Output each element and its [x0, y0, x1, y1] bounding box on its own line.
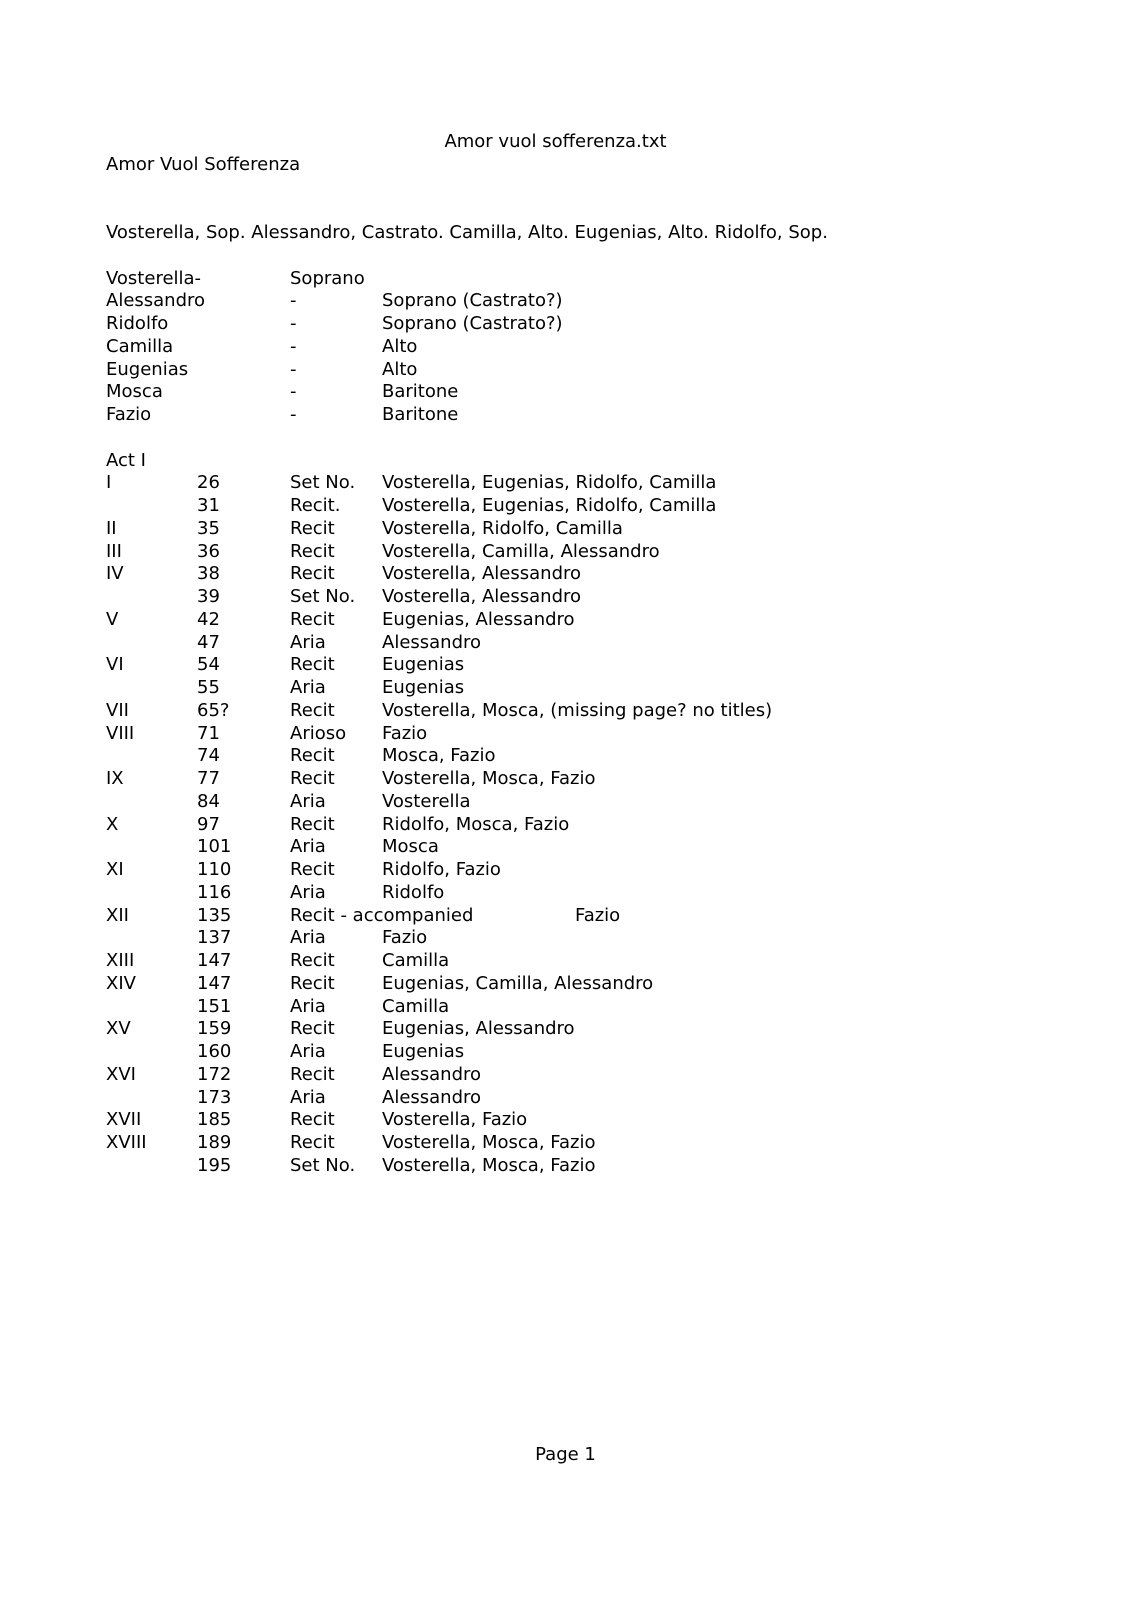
page-number: 135: [197, 904, 232, 926]
scene-number: VII: [106, 699, 129, 721]
piece-type: Aria: [290, 995, 326, 1017]
cast-row: [0, 290, 1131, 313]
scene-number: III: [106, 540, 122, 562]
scene-row: [0, 882, 1131, 905]
page-number: 74: [197, 745, 220, 767]
scene-row: [0, 745, 1131, 768]
cast-voice: Soprano (Castrato?): [382, 290, 563, 312]
page-number: 147: [197, 972, 232, 994]
scene-cast: Eugenias: [382, 1041, 465, 1062]
scene-row: [0, 1087, 1131, 1110]
page-number: 110: [197, 859, 232, 880]
scene-row: [0, 495, 1131, 518]
page-number: 35: [197, 517, 220, 539]
piece-type: Recit: [290, 1018, 335, 1040]
cast-name: Ridolfo: [106, 313, 169, 334]
piece-type: Aria: [290, 1086, 326, 1108]
cast-separator: -: [290, 381, 297, 403]
piece-type: Recit: [290, 768, 335, 789]
scene-cast: Camilla: [382, 950, 450, 971]
scene-row: [0, 768, 1131, 791]
piece-type: Set No.: [290, 472, 356, 494]
piece-type: Aria: [290, 1041, 326, 1062]
scene-number: I: [106, 472, 112, 494]
piece-type: Set No.: [290, 586, 356, 607]
work-title: Amor Vuol Sofferenza: [106, 153, 301, 175]
piece-type: Aria: [290, 927, 326, 949]
page-number: 54: [197, 654, 220, 676]
scene-row: [0, 791, 1131, 814]
scene-row: [0, 632, 1131, 655]
scene-row: [0, 563, 1131, 586]
piece-type: Recit.: [290, 495, 341, 516]
scene-cast: Vosterella, Ridolfo, Camilla: [382, 517, 623, 539]
cast-row: [0, 313, 1131, 336]
piece-type: Recit: [290, 699, 335, 721]
scene-cast: Eugenias: [382, 677, 465, 698]
page-number: 42: [197, 608, 220, 630]
page-number: 151: [197, 995, 232, 1017]
cast-name: Fazio: [106, 404, 152, 425]
scene-cast: Ridolfo: [382, 881, 445, 903]
scene-cast: Vosterella, Alessandro: [382, 563, 582, 585]
scene-row: [0, 814, 1131, 837]
scene-cast: Ridolfo, Mosca, Fazio: [382, 813, 570, 835]
scene-cast: Vosterella, Mosca, (missing page? no titles): [382, 699, 773, 721]
cast-voice: Alto: [382, 335, 418, 357]
page-number: 38: [197, 563, 220, 585]
scene-cast: Eugenias: [382, 654, 465, 676]
scene-row: [0, 1132, 1131, 1155]
cast-name: Camilla: [106, 335, 174, 357]
scene-cast: Fazio: [575, 904, 621, 926]
scene-cast: Vosterella, Alessandro: [382, 586, 582, 607]
scene-cast: Vosterella, Camilla, Alessandro: [382, 540, 660, 562]
page-number: 172: [197, 1063, 232, 1085]
scene-number: XVII: [106, 1109, 142, 1131]
page-number: 195: [197, 1154, 232, 1176]
scene-row: [0, 950, 1131, 973]
page-number: 31: [197, 495, 220, 516]
scene-cast: Alessandro: [382, 1063, 482, 1085]
scene-row: [0, 677, 1131, 700]
piece-type: Recit: [290, 654, 335, 676]
scene-row: [0, 973, 1131, 996]
page-number: 26: [197, 472, 220, 494]
scene-row: [0, 700, 1131, 723]
piece-type: Recit: [290, 540, 335, 562]
cast-name: Eugenias: [106, 358, 189, 380]
scene-row: [0, 586, 1131, 609]
cast-separator: -: [290, 335, 297, 357]
piece-type: Set No.: [290, 1154, 356, 1176]
page-number: 71: [197, 722, 220, 744]
page-number: 84: [197, 790, 220, 812]
scene-cast: Vosterella, Eugenias, Ridolfo, Camilla: [382, 472, 717, 494]
page-number: 116: [197, 881, 232, 903]
piece-type: Recit: [290, 1109, 335, 1131]
scene-row: [0, 905, 1131, 928]
piece-type: Recit: [290, 517, 335, 539]
scene-number: V: [106, 608, 119, 630]
scene-row: [0, 1109, 1131, 1132]
scene-cast: Alessandro: [382, 631, 482, 653]
scene-row: [0, 654, 1131, 677]
scene-row: [0, 1155, 1131, 1178]
scene-cast: Vosterella, Eugenias, Ridolfo, Camilla: [382, 495, 717, 516]
scene-number: VIII: [106, 722, 135, 744]
scene-cast: Eugenias, Camilla, Alessandro: [382, 972, 654, 994]
scene-cast: Fazio: [382, 722, 428, 744]
piece-type: Recit: [290, 1132, 335, 1153]
scene-row: [0, 859, 1131, 882]
act-heading: Act I: [106, 449, 146, 471]
cast-separator: -: [290, 358, 297, 380]
scene-row: [0, 541, 1131, 564]
scene-number: XVI: [106, 1063, 136, 1085]
scene-cast: Vosterella: [382, 790, 471, 812]
scene-cast: Eugenias, Alessandro: [382, 608, 575, 630]
cast-row: [0, 404, 1131, 427]
piece-type: Aria: [290, 790, 326, 812]
piece-type: Recit: [290, 950, 335, 971]
scene-row: [0, 518, 1131, 541]
cast-summary-line: Vosterella, Sop. Alessandro, Castrato. Camilla, Alto. Eugenias, Alto. Ridolfo, Sop.: [106, 222, 828, 243]
cast-row: [0, 268, 1131, 291]
file-title: Amor vuol sofferenza.txt: [444, 131, 667, 152]
scene-cast: Vosterella, Mosca, Fazio: [382, 1132, 596, 1153]
page-number: 189: [197, 1132, 232, 1153]
cast-separator: -: [290, 290, 297, 312]
scene-number: IX: [106, 768, 124, 789]
page-number: 97: [197, 813, 220, 835]
piece-type: Aria: [290, 631, 326, 653]
page-number: 47: [197, 631, 220, 653]
scene-number: X: [106, 813, 119, 835]
page-number: 159: [197, 1018, 232, 1040]
scene-row: [0, 996, 1131, 1019]
scene-table: [0, 472, 1131, 1177]
cast-separator: Soprano: [290, 267, 365, 289]
page-number: 55: [197, 677, 220, 698]
scene-row: [0, 927, 1131, 950]
cast-name: Vosterella-: [106, 267, 202, 289]
piece-type: Aria: [290, 677, 326, 698]
scene-row: [0, 836, 1131, 859]
scene-number: IV: [106, 563, 124, 585]
cast-row: [0, 359, 1131, 382]
scene-row: [0, 723, 1131, 746]
cast-voice: Soprano (Castrato?): [382, 313, 563, 334]
scene-number: VI: [106, 654, 124, 676]
piece-type: Recit: [290, 972, 335, 994]
piece-type: Recit: [290, 813, 335, 835]
piece-type: Aria: [290, 881, 326, 903]
page-number: 101: [197, 836, 232, 858]
scene-row: [0, 1018, 1131, 1041]
piece-type: Recit: [290, 745, 335, 767]
cast-separator: -: [290, 313, 297, 334]
scene-cast: Eugenias, Alessandro: [382, 1018, 575, 1040]
piece-type: Recit: [290, 608, 335, 630]
piece-type: Aria: [290, 836, 326, 858]
scene-number: XI: [106, 859, 124, 880]
scene-cast: Vosterella, Mosca, Fazio: [382, 1154, 596, 1176]
scene-cast: Fazio: [382, 927, 428, 949]
footer-page-number: Page 1: [535, 1444, 596, 1465]
page-number: 173: [197, 1086, 232, 1108]
page-number: 77: [197, 768, 220, 789]
page-number: 39: [197, 586, 220, 607]
cast-voice: Alto: [382, 358, 418, 380]
cast-list: [0, 268, 1131, 427]
scene-cast: Vosterella, Fazio: [382, 1109, 528, 1131]
page-number: 65?: [197, 699, 230, 721]
cast-voice: Baritone: [382, 381, 459, 403]
cast-name: Mosca: [106, 381, 163, 403]
scene-row: [0, 1064, 1131, 1087]
scene-cast: Mosca: [382, 836, 439, 858]
page-number: 185: [197, 1109, 232, 1131]
scene-cast: Mosca, Fazio: [382, 745, 496, 767]
scene-row: [0, 1041, 1131, 1064]
scene-number: XVIII: [106, 1132, 147, 1153]
scene-row: [0, 609, 1131, 632]
piece-type: Recit: [290, 859, 335, 880]
cast-row: [0, 381, 1131, 404]
page-number: 137: [197, 927, 232, 949]
page-number: 36: [197, 540, 220, 562]
scene-number: II: [106, 517, 117, 539]
scene-number: XIV: [106, 972, 136, 994]
scene-number: XV: [106, 1018, 131, 1040]
piece-type: Recit - accompanied: [290, 904, 474, 926]
scene-cast: Vosterella, Mosca, Fazio: [382, 768, 596, 789]
piece-type: Recit: [290, 1063, 335, 1085]
scene-cast: Alessandro: [382, 1086, 482, 1108]
cast-row: [0, 336, 1131, 359]
cast-name: Alessandro: [106, 290, 206, 312]
cast-separator: -: [290, 404, 297, 425]
cast-voice: Baritone: [382, 404, 459, 425]
scene-cast: Camilla: [382, 995, 450, 1017]
scene-cast: Ridolfo, Fazio: [382, 859, 501, 880]
scene-number: XII: [106, 904, 129, 926]
page-number: 147: [197, 950, 232, 971]
scene-row: [0, 472, 1131, 495]
page-number: 160: [197, 1041, 232, 1062]
piece-type: Recit: [290, 563, 335, 585]
piece-type: Arioso: [290, 722, 347, 744]
scene-number: XIII: [106, 950, 135, 971]
